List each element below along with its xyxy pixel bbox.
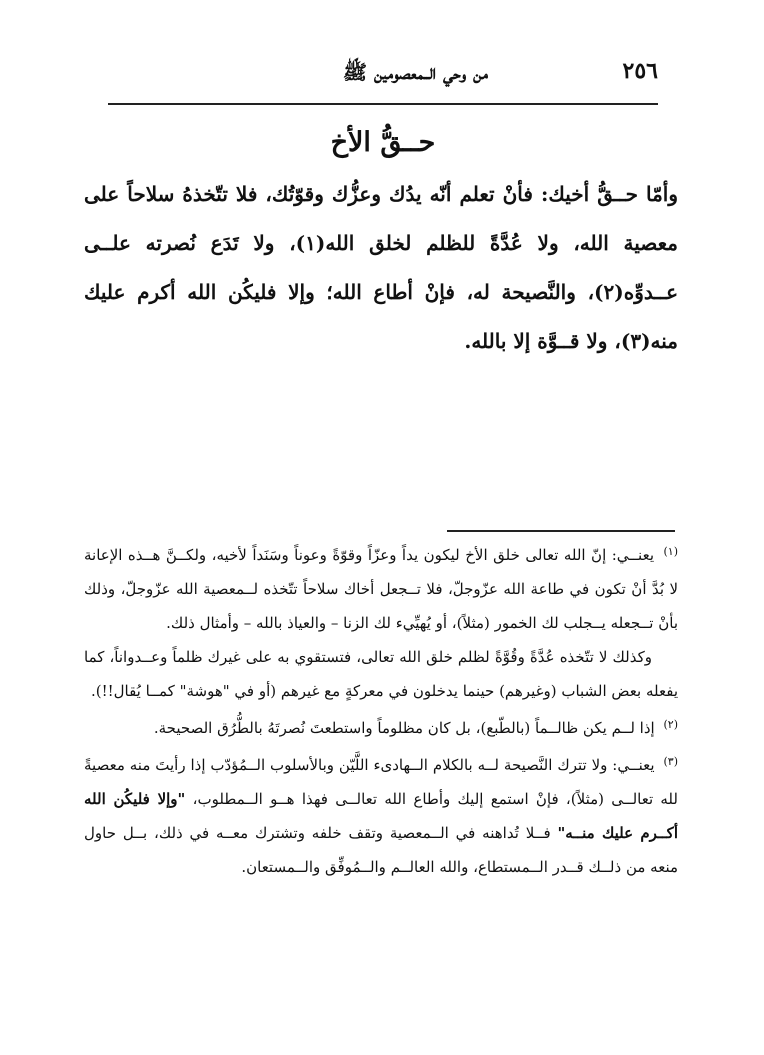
- footnote-3: [84, 745, 678, 884]
- footnote-divider: [447, 530, 675, 532]
- footnote-3-text: يعنــي: ولا تترك النَّصيحة لــه بالكلام الــهادىء اللَّيّن وبالأسلوب الــمُؤدّب إذا رأيتَ منه معصيةً لله تعالــى (مثلاً)، فإنْ استمع إليك وأطاع الله تعالــى فهذا هــو الــمطلوب،: [84, 756, 678, 808]
- footnote-2-number: (٢): [663, 718, 678, 731]
- footnote-2-text: إذا لــم يكن ظالــماً (بالطّبع)، بل كان مظلوماً واستطعتَ نُصرتَهُ بالطُّرُق الصحيحة.: [153, 719, 655, 737]
- paragraph-body: فأنْ تعلم أنّه يدُك وعزُّك وقوّتُك، فلا تتّخذهُ سلاحاً على معصية الله، ولا عُدَّةً للظلم لخلق الله(١)، ولا تَدَع نُصرته علــى عــدوِّه(٢)، والنَّصيحة له، فإنْ أطاع الله؛ وإلا فليكُن الله أكرم عليك منه(٣)، ولا قــوَّة إلا بالله.: [84, 182, 679, 353]
- footnote-1: [84, 535, 678, 640]
- footnote-1-continuation: [84, 640, 678, 708]
- footnote-3-quote: "وإلا فليكُن الله أكــرم عليك منــه": [84, 790, 678, 842]
- footnote-1-text: يعنــي: إنّ الله تعالى خلق الأخ ليكون يداً وعزّاً وقوّةً وعوناً وسَنَداً لأخيه، ولكــنَّ هــذه الإعانة لا بُدَّ أنْ تكون في طاعة الله عزّوجلّ، فلا تــجعل أخاك سلاحاً تتّخذه لــمعصية الله عزّوجلّ، وذلك بأنْ تــجعله يــجلب لك الخمور (مثلاً)، أو يُهيِّيء لك الزنا – والعياذ بالله – وأمثال ذلك.: [84, 546, 678, 632]
- page-number: ٢٥٦: [622, 58, 658, 84]
- footnote-2: [84, 708, 678, 745]
- footnote-1-number: (١): [663, 545, 678, 558]
- footnote-3-text-continued: فــلا تُداهنه في الــمعصية وتقف خلفه وتشترك معــه في ذلك، بــل حاول منعه من ذلــك قــدر الــمستطاع، والله العالــم والــمُوفِّق والــمستعان.: [84, 824, 678, 876]
- footnote-1-text-continued: وكذلك لا تتّخذه عُدَّةً وقُوَّةً لظلم خلق الله تعالى، فتستقوي به على غيرك ظلماً وعــدواناً، كما يفعله بعض الشباب (وغيرهم) حينما يدخلون في معركةٍ مع غيرهم (أو في "هوشة" كمــا يُقال!!).: [84, 648, 678, 700]
- paragraph-lead: وأمّا حــقُّ أخيك:: [540, 182, 678, 206]
- header-divider: [108, 103, 658, 105]
- running-title: من وحي الــمعصومين ﷺ: [342, 60, 488, 84]
- section-title: حــقُّ الأخ: [330, 127, 436, 158]
- footnote-3-number: (٣): [663, 755, 678, 768]
- footnotes: [84, 535, 678, 884]
- page-header: [108, 58, 658, 90]
- main-paragraph: [84, 170, 678, 366]
